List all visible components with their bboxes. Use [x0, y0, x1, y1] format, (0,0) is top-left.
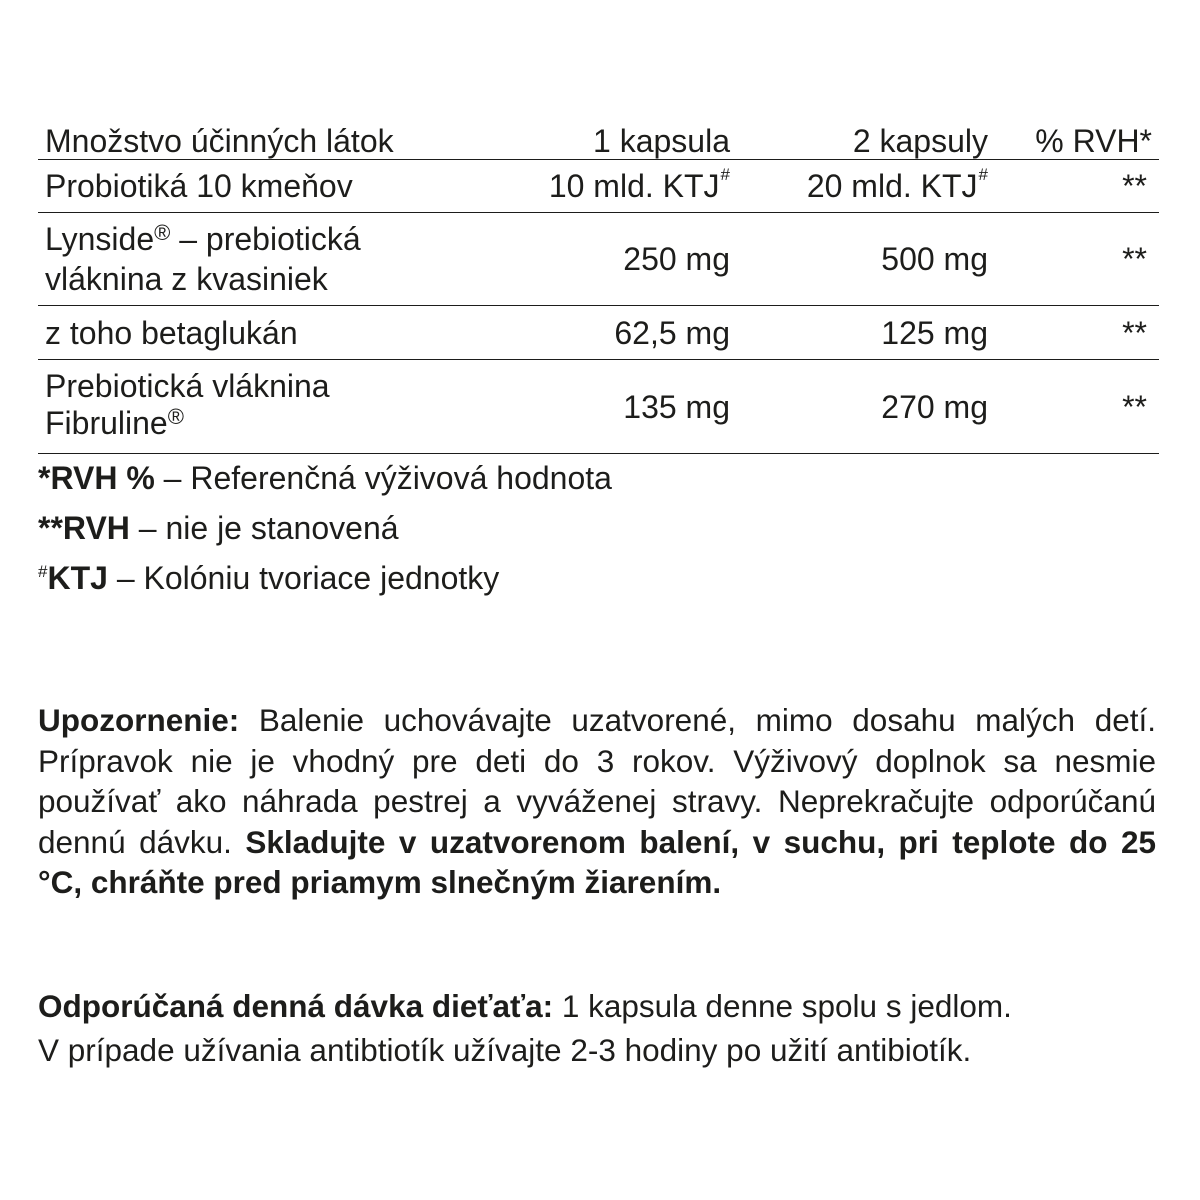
ingredient-name	[38, 213, 538, 305]
footnote-text: – nie je stanovená	[129, 510, 399, 546]
footnote-rvh-percent	[38, 460, 612, 510]
rvh-value: **	[1122, 241, 1147, 277]
ingredient-name-line1: Prebiotická vláknina	[45, 368, 330, 404]
rvh-value: **	[1122, 388, 1147, 425]
footnote-marker: #	[38, 562, 48, 581]
footnote-key: **RVH	[38, 510, 130, 546]
table-row	[38, 213, 1159, 306]
ingredient-name: z toho betaglukán	[45, 314, 298, 351]
warning-label: Upozornenie:	[38, 702, 240, 738]
rvh-value: **	[1122, 314, 1147, 351]
footnote-rvh-not-set	[38, 510, 612, 560]
footnote-key: *RVH %	[38, 460, 155, 496]
warning-paragraph	[38, 700, 1156, 903]
one-capsule-amount: 62,5 mg	[614, 314, 730, 351]
dose-antibiotics-note: V prípade užívania antibtiotík užívajte 2-3 hodiny po užití antibiotík.	[38, 1032, 972, 1068]
rvh-value: **	[1122, 168, 1147, 204]
two-capsules-amount: 500 mg	[881, 241, 988, 277]
amount-value: 20 mld. KTJ	[806, 168, 978, 204]
two-capsules-amount: 125 mg	[881, 314, 988, 351]
two-capsules-amount: 20 mld. KTJ #	[806, 165, 988, 204]
ingredient-name: Probiotiká 10 kmeňov	[45, 168, 353, 204]
footnote-key: KTJ	[47, 560, 108, 596]
table-row	[38, 306, 1159, 360]
footnote-text: – Kolóniu tvoriace jednotky	[107, 560, 500, 596]
footnote-ktj	[38, 560, 612, 610]
one-capsule-amount: 135 mg	[623, 388, 730, 425]
one-capsule-amount: 250 mg	[623, 241, 730, 277]
registered-mark: ®	[154, 219, 171, 245]
ingredient-name-line2: Fibruline	[45, 405, 168, 441]
header-one-capsule: 1 kapsula	[593, 123, 730, 159]
ingredient-name	[38, 360, 538, 453]
amount-value: 10 mld. KTJ	[548, 168, 720, 204]
table-row	[38, 360, 1159, 454]
active-ingredients-table	[38, 118, 1159, 454]
table-header-row	[38, 118, 1159, 160]
footnotes	[38, 460, 612, 610]
ingredient-name-line2: vláknina z kvasiniek	[45, 260, 328, 297]
dose-text: 1 kapsula denne spolu s jedlom.	[553, 988, 1012, 1024]
footnote-text: – Referenčná výživová hodnota	[154, 460, 612, 496]
two-capsules-amount: 270 mg	[881, 388, 988, 425]
one-capsule-amount: 10 mld. KTJ #	[548, 165, 730, 204]
ingredient-name-line1-rest: – prebiotická	[170, 220, 361, 257]
header-ingredients: Množstvo účinných látok	[45, 123, 394, 159]
table-row	[38, 160, 1159, 213]
ingredient-name-line1: Lynside	[45, 220, 155, 257]
storage-instructions: Skladujte v uzatvorenom balení, v suchu, pri teplote do 25 °C, chráňte pred priamym slnečným žiarením.	[38, 823, 1156, 900]
header-rvh: % RVH*	[1035, 123, 1152, 159]
warning-text: Balenie uchovávajte uzatvorené, mimo dosahu malých detí. Prípravok nie je vhodný pre deti do 3 rokov. Výživový doplnok sa nesmie používať ako náhrada pestrej a vyváženej stravy. Neprekračujte odporúčanú dennú dávku.	[38, 702, 1156, 860]
header-two-capsules: 2 kapsuly	[852, 123, 988, 159]
dose-label: Odporúčaná denná dávka dieťaťa:	[38, 988, 554, 1024]
recommended-dose-paragraph	[38, 984, 1168, 1072]
registered-mark: ®	[167, 404, 184, 429]
